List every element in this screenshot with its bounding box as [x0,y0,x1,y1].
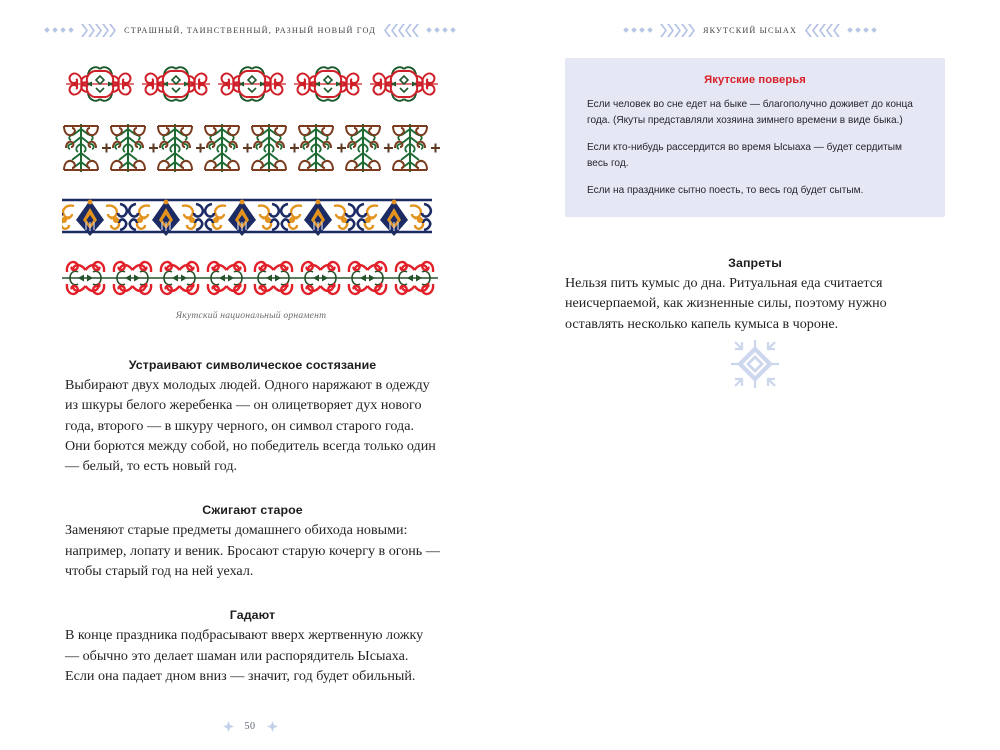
beliefs-info-box [565,58,945,217]
section-body: Заменяют старые предметы домашнего обихода новыми: например, лопату и веник. Бросают старую кочергу в огонь — чтобы старый год на ней уехал. [65,522,440,580]
diamond-dot-icon [623,27,629,33]
info-box-title: Якутские поверья [704,74,806,86]
diamond-dot-icon [434,27,440,33]
dot-ornament-left [45,28,73,32]
ornament-band-red-green-scroll [62,62,440,106]
ornament-illustration [62,62,440,300]
info-box-paragraph: Если человек во сне едет на быке — благополучно доживет до конца года. (Якуты представляли хозяина зимнего времени в виде быка.) [587,99,913,127]
section-title: Устраивают символическое состязание [128,358,377,372]
snowflake-diamond-ornament-icon [729,338,781,390]
ornament-caption: Якутский национальный орнамент [175,310,327,321]
diamond-dot-icon [426,27,432,33]
diamond-dot-icon [60,27,66,33]
diamond-dot-icon [855,27,861,33]
ornament-band-navy-gold [62,188,440,242]
diamond-dot-icon [44,27,50,33]
dot-ornament-left-2 [427,28,455,32]
section-title: Сжигают старое [202,503,303,518]
chevron-ornament-left-2 [384,24,419,37]
section-zapreti [565,256,945,334]
section-divider [565,338,945,390]
diamond-dot-icon [52,27,58,33]
diamond-dot-icon [847,27,853,33]
section-title: Запреты [728,256,782,270]
info-box-paragraph: Если на празднике сытно поесть, то весь год будет сытым. [587,184,864,196]
dot-ornament-right-2 [848,28,876,32]
snowflake-ornament-icon [267,721,278,732]
info-box-paragraph: Если кто-нибудь рассердится во время Ысыаха — будет сердитым весь год. [587,141,902,170]
diamond-dot-icon [68,27,74,33]
diamond-dot-icon [863,27,869,33]
running-head-right-text: ЯКУТСКИЙ ЫСЫАХ [702,25,798,35]
diamond-dot-icon [442,27,448,33]
running-head-right [500,22,1000,38]
diamond-dot-icon [647,27,653,33]
dot-ornament-right [624,28,652,32]
diamond-dot-icon [871,27,877,33]
page-number: 50 [244,721,256,732]
chevron-ornament-left [81,24,116,37]
section-body: Нельзя пить кумыс до дна. Ритуальная еда считается неисчерпаемой, как жизненные силы, поэтому нужно оставлять несколько капель кумыса в чороне. [565,275,887,332]
diamond-dot-icon [639,27,645,33]
chevron-ornament-right-2 [805,24,840,37]
snowflake-ornament-icon [223,721,234,732]
diamond-dot-icon [450,27,456,33]
diamond-dot-icon [631,27,637,33]
section-gadayut [65,608,440,686]
section-body: Выбирают двух молодых людей. Одного наряжают в одежду из шкуры белого жеребенка — он олицетворяет дух нового года, второго — в шкуру черного, он символ старого года. Они борются между собой, но победитель всегда только один — белый, то есть новый год. [65,377,436,475]
page-folio-left [0,721,500,732]
section-szhigayut-staroe [65,503,440,581]
section-title: Гадают [229,608,276,623]
left-text-column [65,358,440,686]
running-head-left [0,22,500,38]
running-head-left-text: СТРАШНЫЙ, ТАИНСТВЕННЫЙ, РАЗНЫЙ НОВЫЙ ГОД [124,25,376,35]
ornament-band-red-darkgreen-vine [62,256,440,300]
chevron-ornament-right [660,24,695,37]
section-body: В конце праздника подбрасывают вверх жертвенную ложку — обычно это делает шаман или распорядитель Ысыаха. Если она падает дном вниз — значит, год будет обильный. [65,627,424,684]
ornament-band-brown-green-tree [62,120,440,176]
section-simvolicheskoe-sostyazanie [65,358,440,476]
